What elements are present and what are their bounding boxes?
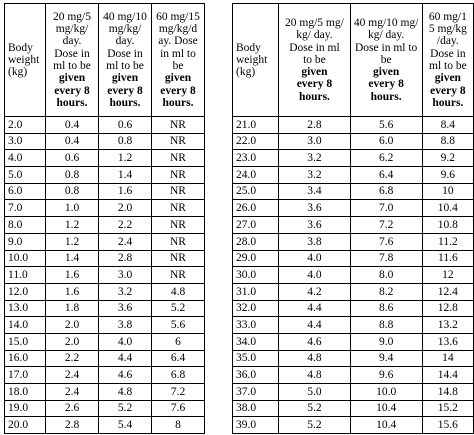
dose-cell: 8.4 (422, 117, 473, 134)
dose-cell: 4.0 (99, 333, 152, 350)
table-row (233, 133, 474, 150)
header-line: in ml to (160, 47, 196, 60)
dose-cell: 3.2 (279, 150, 350, 167)
table-header-row (5, 4, 205, 117)
weight-cell: 36.0 (233, 367, 279, 384)
dose-cell: 3.6 (279, 217, 350, 234)
table-row (233, 200, 474, 217)
dose-cell: 3.2 (279, 167, 350, 184)
dose-cell: 4.8 (279, 367, 350, 384)
dose-cell: 3.8 (99, 317, 152, 334)
dose-cell: 13.2 (422, 317, 473, 334)
dose-cell: 14.4 (422, 367, 473, 384)
dose-cell: 10.4 (350, 417, 422, 434)
table-row (5, 300, 205, 317)
header-line: 40 mg/10 mg/ (353, 16, 419, 29)
dose-cell: 1.2 (99, 150, 152, 167)
table-row (233, 417, 474, 434)
dose-cell: 1.6 (99, 183, 152, 200)
header-bold-line: every 8 (107, 84, 143, 97)
dose-cell: 5.0 (279, 384, 350, 401)
header-line: to be (303, 53, 326, 66)
dose-header-3 (152, 4, 205, 117)
header-line: mg/kg/ (55, 23, 89, 36)
dose-cell: 4.4 (99, 350, 152, 367)
table-row (5, 267, 205, 284)
dose-cell: NR (152, 150, 205, 167)
weight-cell: 11.0 (5, 267, 46, 284)
weight-cell: 25.0 (233, 183, 279, 200)
dose-cell: 3.0 (99, 267, 152, 284)
table-row (5, 167, 205, 184)
header-line: 40 mg/10 (103, 10, 147, 23)
dose-cell: 6.4 (350, 167, 422, 184)
dose-cell: 7.8 (350, 250, 422, 267)
body-weight-header (233, 4, 279, 117)
weight-cell: 27.0 (233, 217, 279, 234)
dose-cell: 6.8 (152, 367, 205, 384)
header-line: kg/ day. (367, 29, 405, 42)
dose-cell: 4.8 (152, 283, 205, 300)
dose-cell: 7.0 (350, 200, 422, 217)
header-bold-line: given (164, 72, 192, 85)
header-bold-line: hours. (109, 96, 141, 109)
table-row (5, 417, 205, 434)
dose-header-1 (279, 4, 350, 117)
dose-cell: 0.4 (46, 133, 99, 150)
dose-cell: 0.6 (46, 150, 99, 167)
dose-cell: 14.8 (422, 384, 473, 401)
weight-cell: 33.0 (233, 317, 279, 334)
dose-cell: 6.4 (152, 350, 205, 367)
weight-cell: 3.0 (5, 133, 46, 150)
dose-cell: 0.8 (46, 167, 99, 184)
weight-cell: 22.0 (233, 133, 279, 150)
table-row (233, 400, 474, 417)
table-row (5, 333, 205, 350)
dose-cell: NR (152, 167, 205, 184)
table-row (5, 317, 205, 334)
dose-header-2 (99, 4, 152, 117)
dose-cell: 6.0 (350, 133, 422, 150)
body-weight-header (5, 4, 46, 117)
header-line: Dose in ml (289, 41, 340, 54)
weight-cell: 5.0 (5, 167, 46, 184)
dose-cell: 2.4 (46, 384, 99, 401)
header-line: ml to be (106, 60, 144, 72)
table-row (233, 317, 474, 334)
dose-cell: 6.8 (350, 183, 422, 200)
header-line: Dose in (107, 47, 143, 60)
table-row (5, 183, 205, 200)
weight-cell: 31.0 (233, 283, 279, 300)
dose-cell: 4.4 (279, 300, 350, 317)
dose-cell: 2.0 (46, 317, 99, 334)
table-row (233, 250, 474, 267)
dose-cell: 5.2 (279, 417, 350, 434)
table-row (233, 333, 474, 350)
dose-cell: 1.4 (46, 250, 99, 267)
header-bold-line: given (434, 72, 461, 85)
dose-cell: 13.6 (422, 333, 473, 350)
dose-cell: 8.8 (350, 317, 422, 334)
dose-header-2 (350, 4, 422, 117)
dose-cell: 7.2 (152, 384, 205, 401)
dose-cell: 15.2 (422, 400, 473, 417)
dose-cell: 9.6 (350, 367, 422, 384)
header-bold-line: hours. (432, 96, 464, 109)
header-line: (kg) (8, 66, 28, 79)
table-row (5, 117, 205, 134)
weight-cell: 28.0 (233, 233, 279, 250)
header-line: day. (62, 35, 82, 48)
weight-cell: 17.0 (5, 367, 46, 384)
header-bold-line: given (111, 72, 139, 85)
header-line: ml to be (53, 60, 91, 72)
table-row (233, 117, 474, 134)
weight-cell: 26.0 (233, 200, 279, 217)
dose-cell: 1.8 (46, 300, 99, 317)
weight-cell: 34.0 (233, 333, 279, 350)
table-row (233, 267, 474, 284)
dose-cell: NR (152, 133, 205, 150)
dose-cell: 5.6 (350, 117, 422, 134)
dose-cell: 5.2 (152, 300, 205, 317)
dose-cell: 1.0 (46, 200, 99, 217)
header-line: kg/ day. (296, 29, 333, 42)
dose-cell: NR (152, 217, 205, 234)
table-row (233, 217, 474, 234)
header-line: weight (kg) (236, 53, 268, 79)
dose-cell: 15.6 (422, 417, 473, 434)
table-row (233, 283, 474, 300)
table-header-row (233, 4, 474, 117)
weight-cell: 7.0 (5, 200, 46, 217)
table-row (5, 350, 205, 367)
dose-cell: 8.8 (422, 133, 473, 150)
dose-header-1 (46, 4, 99, 117)
dose-cell: 2.8 (279, 117, 350, 134)
header-bold-line: every 8 (296, 78, 333, 91)
header-bold-line: hours. (370, 90, 402, 103)
weight-cell: 21.0 (233, 117, 279, 134)
dose-cell: 3.6 (99, 300, 152, 317)
dose-cell: 4.4 (279, 317, 350, 334)
weight-cell: 35.0 (233, 350, 279, 367)
weight-cell: 39.0 (233, 417, 279, 434)
weight-cell: 23.0 (233, 150, 279, 167)
dose-cell: NR (152, 183, 205, 200)
dose-cell: 2.2 (99, 217, 152, 234)
dose-cell: 3.4 (279, 183, 350, 200)
dose-cell: 4.0 (279, 267, 350, 284)
weight-cell: 37.0 (233, 384, 279, 401)
weight-cell: 18.0 (5, 384, 46, 401)
dose-cell: 2.2 (46, 350, 99, 367)
header-line: Dose in ml to (354, 41, 418, 54)
dose-cell: 8.2 (350, 283, 422, 300)
weight-cell: 32.0 (233, 300, 279, 317)
dose-cell: NR (152, 250, 205, 267)
dose-cell: 9.2 (422, 150, 473, 167)
header-line: 5 mg/kg (428, 23, 467, 36)
dose-cell: 0.6 (99, 117, 152, 134)
header-bold-line: given (373, 66, 400, 79)
header-line: day. (115, 35, 135, 48)
dose-cell: 5.6 (152, 317, 205, 334)
dose-cell: 2.4 (99, 233, 152, 250)
header-line: 60 mg/1 (428, 10, 467, 23)
dose-cell: 12 (422, 267, 473, 284)
header-line: 20 mg/5 mg/ (285, 16, 344, 29)
header-bold-line: every 8 (368, 78, 404, 91)
table-row (233, 183, 474, 200)
dose-cell: 11.2 (422, 233, 473, 250)
dose-cell: 3.2 (99, 283, 152, 300)
dose-cell: 14 (422, 350, 473, 367)
header-line: 20 mg/5 (52, 10, 91, 23)
header-line: be (380, 53, 392, 66)
dose-cell: 7.6 (350, 233, 422, 250)
dose-cell: 7.6 (152, 400, 205, 417)
header-line: weight (8, 53, 40, 66)
weight-cell: 20.0 (5, 417, 46, 434)
dose-cell: 8.6 (350, 300, 422, 317)
table-row (233, 367, 474, 384)
header-line: /day. (436, 35, 459, 48)
header-bold-line: every 8 (430, 84, 466, 97)
weight-cell: 15.0 (5, 333, 46, 350)
dose-cell: 9.0 (350, 333, 422, 350)
weight-cell: 8.0 (5, 217, 46, 234)
weight-cell: 13.0 (5, 300, 46, 317)
dose-cell: 3.8 (279, 233, 350, 250)
right-dose-table (232, 3, 474, 434)
dose-cell: NR (152, 117, 205, 134)
dose-cell: 4.2 (279, 283, 350, 300)
weight-cell: 12.0 (5, 283, 46, 300)
dose-cell: 0.8 (99, 133, 152, 150)
dose-cell: 4.6 (99, 367, 152, 384)
header-bold-line: every 8 (160, 84, 196, 97)
table-row (5, 400, 205, 417)
dose-cell: 3.6 (279, 200, 350, 217)
weight-cell: 9.0 (5, 233, 46, 250)
weight-cell: 10.0 (5, 250, 46, 267)
weight-cell: 29.0 (233, 250, 279, 267)
dose-header-3 (422, 4, 473, 117)
table-row (5, 233, 205, 250)
header-line: ay. Dose (158, 35, 198, 48)
weight-cell: 4.0 (5, 150, 46, 167)
dose-cell: 1.2 (46, 233, 99, 250)
dose-cell: 4.8 (99, 384, 152, 401)
dose-cell: 1.6 (46, 283, 99, 300)
table-row (5, 384, 205, 401)
table-row (5, 217, 205, 234)
dose-cell: 10 (422, 183, 473, 200)
table-row (233, 384, 474, 401)
header-line: be (172, 60, 184, 72)
dose-cell: NR (152, 267, 205, 284)
header-line: Dose in (54, 47, 90, 60)
dose-cell: 4.8 (279, 350, 350, 367)
dose-cell: 3.0 (279, 133, 350, 150)
dose-cell: 8.0 (350, 267, 422, 284)
table-row (5, 283, 205, 300)
dose-cell: 5.2 (99, 400, 152, 417)
header-line: Dose in (430, 47, 466, 60)
header-bold-line: given (301, 66, 328, 79)
weight-cell: 19.0 (5, 400, 46, 417)
dose-cell: 10.8 (422, 217, 473, 234)
weight-cell: 30.0 (233, 267, 279, 284)
dose-cell: 10.4 (422, 200, 473, 217)
table-row (5, 250, 205, 267)
table-row (233, 233, 474, 250)
dose-cell: 12.4 (422, 283, 473, 300)
left-dose-table (4, 3, 205, 434)
dose-cell: NR (152, 200, 205, 217)
dose-cell: 5.2 (279, 400, 350, 417)
dose-cell: 5.4 (99, 417, 152, 434)
table-row (5, 367, 205, 384)
dose-cell: 9.4 (350, 350, 422, 367)
header-line: mg/kg/ (108, 23, 142, 36)
dose-cell: 2.8 (99, 250, 152, 267)
dose-cell: 0.4 (46, 117, 99, 134)
dose-cell: 2.0 (46, 333, 99, 350)
header-line: Body (236, 41, 261, 54)
table-row (233, 167, 474, 184)
dose-cell: 8 (152, 417, 205, 434)
dose-cell: 10.4 (350, 400, 422, 417)
table-row (5, 133, 205, 150)
dose-cell: 10.0 (350, 384, 422, 401)
weight-cell: 6.0 (5, 183, 46, 200)
dose-cell: 2.8 (46, 417, 99, 434)
dose-cell: 7.2 (350, 217, 422, 234)
dose-cell: 12.8 (422, 300, 473, 317)
table-row (5, 200, 205, 217)
dose-cell: 6 (152, 333, 205, 350)
dose-cell: 2.6 (46, 400, 99, 417)
weight-cell: 24.0 (233, 167, 279, 184)
weight-cell: 38.0 (233, 400, 279, 417)
header-line: Body (8, 41, 33, 54)
dose-cell: 4.6 (279, 333, 350, 350)
weight-cell: 16.0 (5, 350, 46, 367)
header-bold-line: hours. (162, 96, 194, 109)
dose-cell: 11.6 (422, 250, 473, 267)
dose-cell: NR (152, 233, 205, 250)
header-bold-line: hours. (298, 90, 330, 103)
dose-cell: 2.0 (99, 200, 152, 217)
header-line: 60 mg/15 (156, 10, 200, 23)
header-bold-line: given (58, 72, 86, 85)
dose-cell: 1.6 (46, 267, 99, 284)
dose-cell: 9.6 (422, 167, 473, 184)
dose-cell: 6.2 (350, 150, 422, 167)
header-bold-line: every 8 (54, 84, 90, 97)
dose-cell: 2.4 (46, 367, 99, 384)
table-row (233, 350, 474, 367)
dose-cell: 1.2 (46, 217, 99, 234)
dose-cell: 0.8 (46, 183, 99, 200)
table-row (5, 150, 205, 167)
dose-cell: 1.4 (99, 167, 152, 184)
header-line: mg/kg/d (158, 23, 198, 36)
table-row (233, 150, 474, 167)
weight-cell: 14.0 (5, 317, 46, 334)
dose-cell: 4.0 (279, 250, 350, 267)
header-line: ml to be (429, 60, 467, 72)
header-bold-line: hours. (56, 96, 88, 109)
weight-cell: 2.0 (5, 117, 46, 134)
table-row (233, 300, 474, 317)
